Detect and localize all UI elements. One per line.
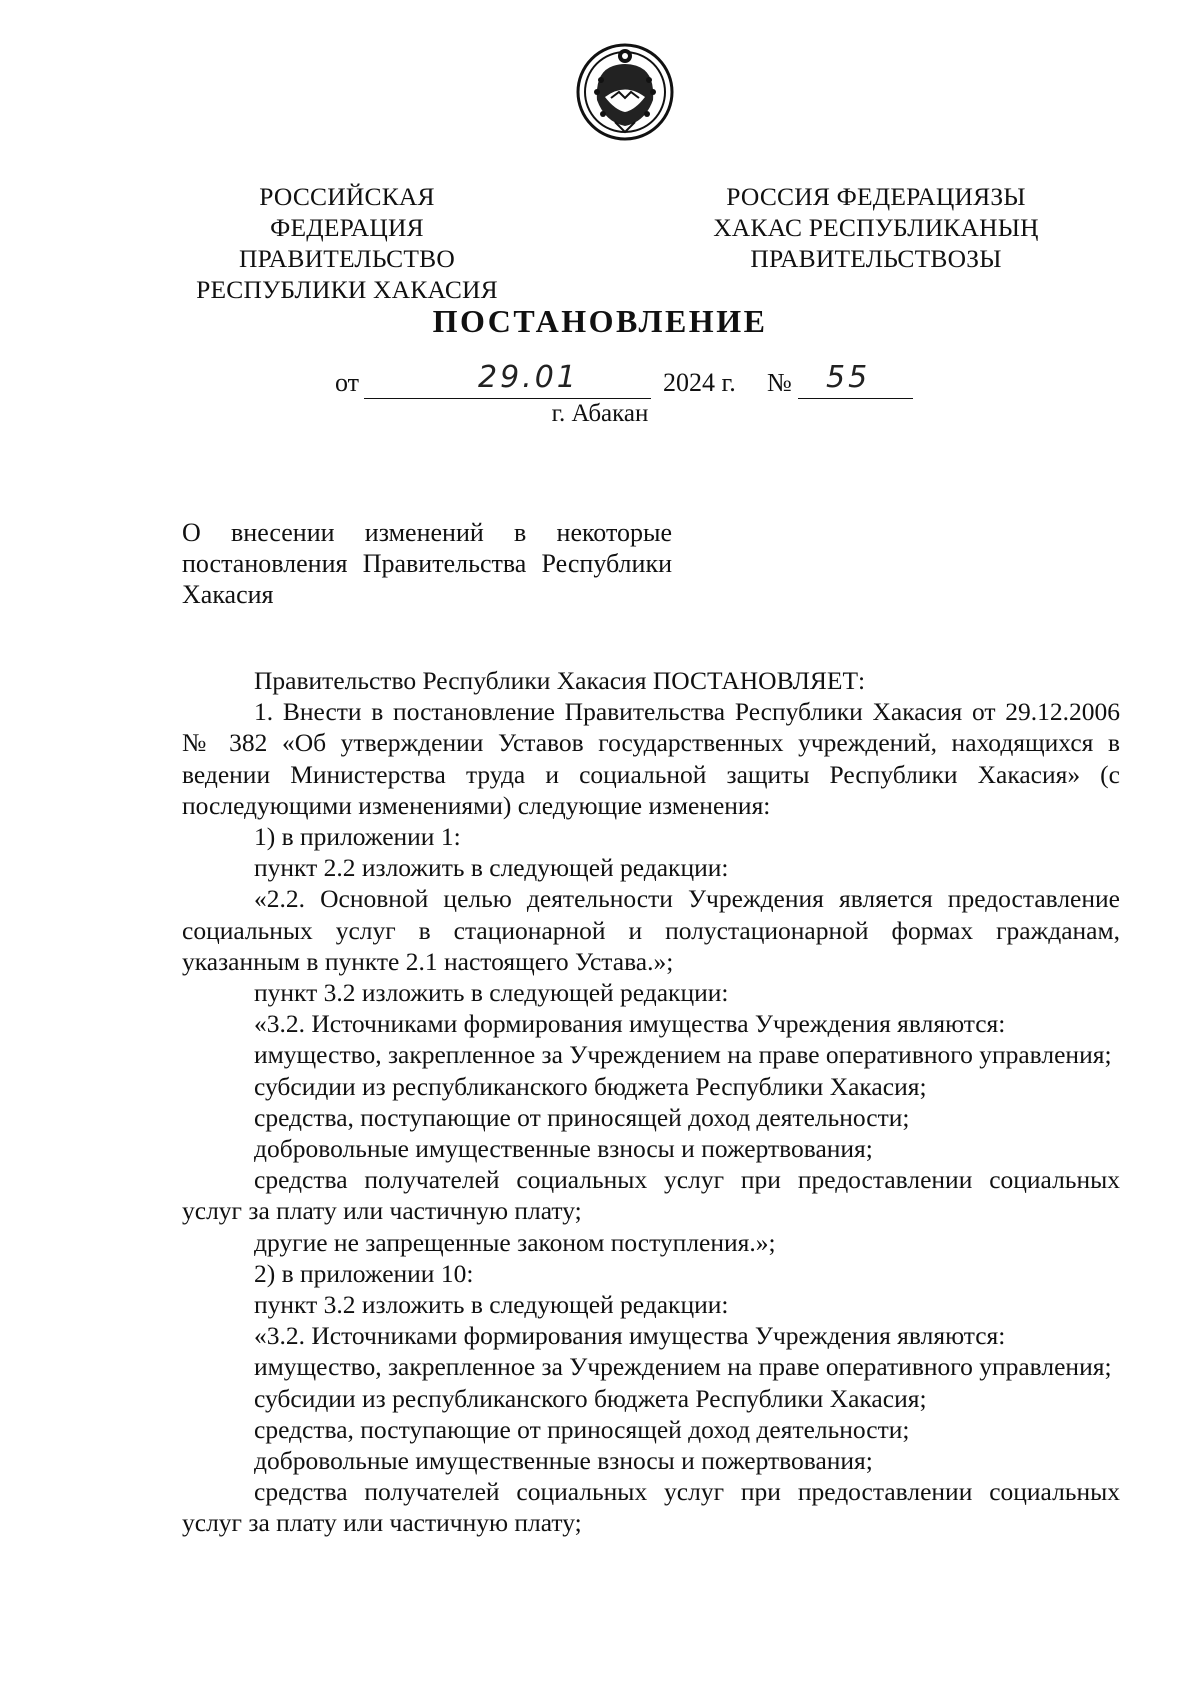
header-left-line: РЕСПУБЛИКИ ХАКАСИЯ	[196, 275, 498, 304]
date-handwritten: 29.01	[478, 360, 579, 395]
paragraph: 1) в приложении 1:	[254, 822, 461, 852]
coat-of-arms-icon	[575, 42, 675, 142]
paragraph: средства, поступающие от приносящей доход деятельности;	[254, 1414, 910, 1444]
number-underline	[798, 398, 913, 399]
header-left	[182, 181, 512, 305]
header-left-line: РОССИЙСКАЯ ФЕДЕРАЦИЯ	[259, 182, 435, 242]
paragraph: имущество, закрепленное за Учреждением на праве оперативного управления;	[254, 1352, 1112, 1382]
paragraph: «3.2. Источниками формирования имущества Учреждения являются:	[254, 1321, 1006, 1351]
paragraph: субсидии из республиканского бюджета Республики Хакасия;	[254, 1383, 927, 1413]
header-left-line: ПРАВИТЕЛЬСТВО	[239, 244, 455, 273]
date-underline	[364, 398, 651, 399]
paragraph: имущество, закрепленное за Учреждением на праве оперативного управления;	[254, 1040, 1112, 1070]
header-right-line: ХАКАС РЕСПУБЛИКАНЫҢ	[713, 213, 1039, 242]
paragraph: Правительство Республики Хакасия ПОСТАНОВЛЯЕТ:	[254, 666, 866, 695]
city: г. Абакан	[551, 400, 649, 427]
subject-line: Хакасия	[182, 580, 274, 609]
number-label: №	[767, 368, 792, 397]
paragraph: средства получателей социальных услуг при предоставлении социальных услуг за плату или частичную плату;	[182, 1477, 1120, 1538]
paragraph: 2) в приложении 10:	[254, 1258, 474, 1288]
paragraph: «2.2. Основной целью деятельности Учреждения является предоставление социальных услуг в стационарной и полустационарной формах гражданам, указанным в пункте 2.1 настоящего Устава.»;	[182, 884, 1120, 976]
header-right-line: РОССИЯ ФЕДЕРАЦИЯЗЫ	[726, 182, 1026, 211]
paragraph: другие не запрещенные законом поступления.»;	[254, 1227, 776, 1257]
paragraph: средства, поступающие от приносящей доход деятельности;	[254, 1102, 910, 1132]
paragraph: 1. Внести в постановление Правительства Республики Хакасия от 29.12.2006 № 382 «Об утверждении Уставов государственных учреждений, находящихся в ведении Министерства труда и социальной защиты Республики Хакасия» (с последующими изменениями) следующие изменения:	[182, 697, 1120, 820]
document-body	[182, 665, 1120, 1539]
paragraph: пункт 2.2 изложить в следующей редакции:	[254, 853, 729, 883]
number-handwritten: 55	[826, 360, 871, 395]
year-label: 2024 г.	[663, 368, 736, 397]
paragraph: пункт 3.2 изложить в следующей редакции:	[254, 978, 729, 1008]
paragraph: средства получателей социальных услуг при предоставлении социальных услуг за плату или частичную плату;	[182, 1165, 1120, 1226]
subject-line: постановления Правительства Республики	[182, 549, 672, 578]
paragraph: добровольные имущественные взносы и пожертвования;	[254, 1446, 873, 1476]
paragraph: пункт 3.2 изложить в следующей редакции:	[254, 1290, 729, 1320]
paragraph: «3.2. Источниками формирования имущества Учреждения являются:	[254, 1009, 1006, 1039]
document-title: ПОСТАНОВЛЕНИЕ	[432, 303, 768, 339]
subject-block	[182, 517, 672, 610]
paragraph: субсидии из республиканского бюджета Республики Хакасия;	[254, 1071, 927, 1101]
subject-line: О внесении изменений в некоторые	[182, 518, 672, 547]
from-label: от	[335, 368, 360, 397]
paragraph: добровольные имущественные взносы и пожертвования;	[254, 1134, 873, 1164]
header-right-line: ПРАВИТЕЛЬСТВОЗЫ	[750, 244, 1002, 273]
header-right	[706, 181, 1046, 274]
